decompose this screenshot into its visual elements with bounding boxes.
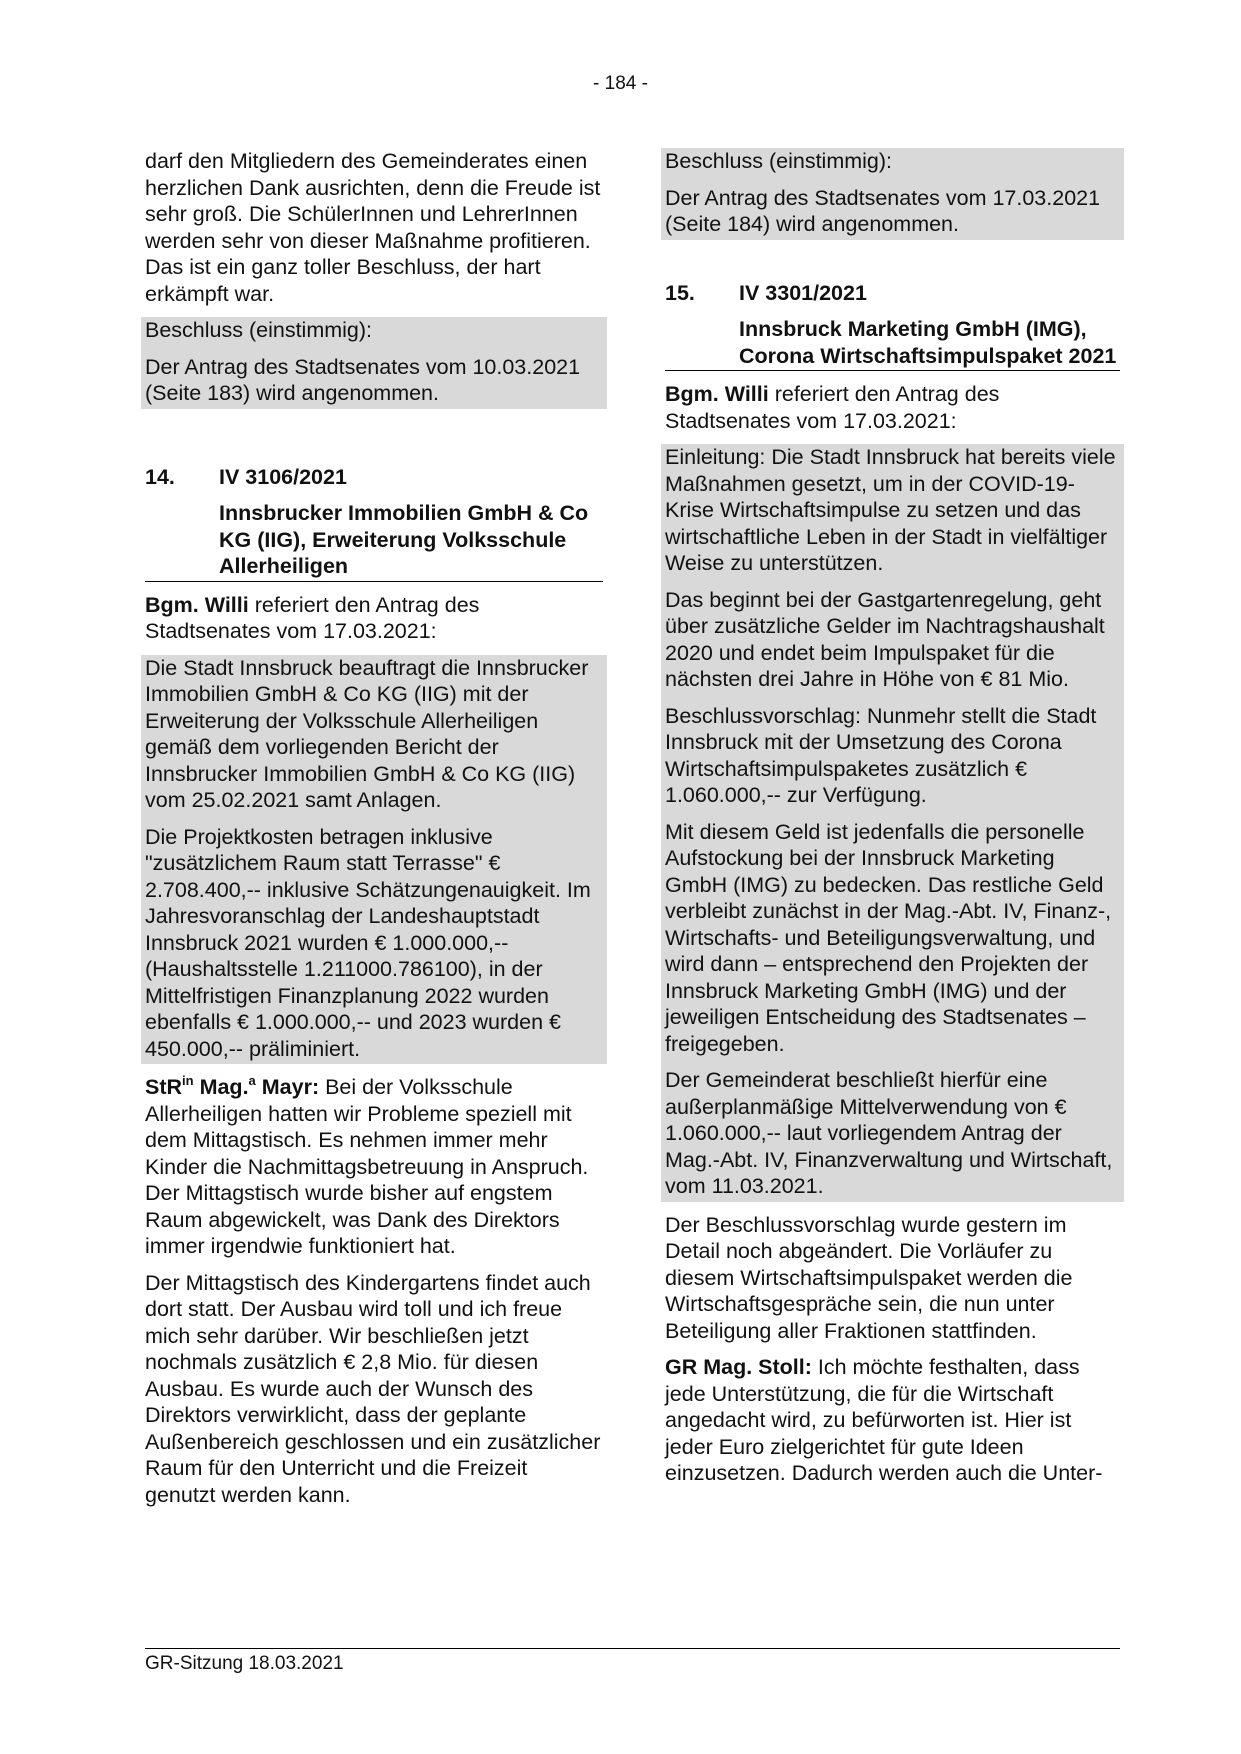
motion-paragraph: Mit diesem Geld ist jedenfalls die personelle Aufstockung bei der Innsbruck Marketing GmbH (IMG) zu bedecken. Das restliche Geld verbleibt zunächst in der Mag.-Abt. IV, Finanz-, Wirtschafts- und Beteiligungsverwaltung, und wird dann – entsprechend den Projekten der Innsbruck Marketing GmbH (IMG) und der jeweiligen Entscheidung des Stadtsenates – freigegeben. bbox=[665, 819, 1112, 1056]
resolution-text: Der Antrag des Stadtsenates vom 17.03.2021 (Seite 184) wird angenommen. bbox=[665, 185, 1101, 236]
agenda-code: IV 3301/2021 bbox=[739, 280, 867, 305]
agenda-item-15 bbox=[665, 280, 1120, 372]
agenda-item-14 bbox=[145, 464, 603, 582]
speaker-paragraph bbox=[145, 1074, 603, 1260]
speaker-name: Bgm. Willi bbox=[145, 592, 249, 617]
motion-box bbox=[141, 655, 607, 1065]
speaker-text: Bei der Volksschule Allerheiligen hatten wir Probleme speziell mit dem Mittagstisch. Es nehmen immer mehr Kinder die Nachmittagsbetreuung in Anspruch. Der Mittagstisch wurde bisher auf engstem Raum abgewickelt, was Dank des Direktors immer irgendwie funktioniert hat. bbox=[145, 1075, 589, 1258]
resolution-label: Beschluss (einstimmig): bbox=[665, 149, 892, 173]
left-column bbox=[145, 148, 603, 1518]
right-column bbox=[665, 148, 1120, 1497]
speaker-paragraph bbox=[665, 1354, 1120, 1487]
agenda-title: Innsbruck Marketing GmbH (IMG), Corona Wirtschaftsimpulspaket 2021 bbox=[739, 317, 1117, 368]
motion-paragraph: Das beginnt bei der Gastgartenregelung, geht über zusätzliche Gelder im Nachtragshaushalt 2020 und endet beim Impulspaket für die nächsten drei Jahre in Höhe von € 81 Mio. bbox=[665, 587, 1105, 691]
agenda-code: IV 3106/2021 bbox=[219, 464, 347, 489]
page-footer: GR-Sitzung 18.03.2021 bbox=[145, 1648, 1120, 1676]
agenda-number: 14. bbox=[145, 464, 175, 489]
agenda-title: Innsbrucker Immobilien GmbH & Co KG (IIG), Erweiterung Volksschule Allerheiligen bbox=[219, 501, 589, 578]
motion-paragraph: Einleitung: Die Stadt Innsbruck hat bereits viele Maßnahmen gesetzt, um in der COVID-19-Krise Wirtschaftsimpulse zu setzen und das wirtschaftliche Leben in der Stadt in vielfältiger Weise zu unterstützen. bbox=[665, 445, 1116, 575]
speaker-name: StR$^{in}$ Mag.$^a$ Mayr: bbox=[145, 1072, 320, 1099]
speaker-text: referiert den Antrag des Stadtsenates vom 17.03.2021: bbox=[665, 382, 1000, 433]
speaker-name: GR Mag. Stoll: bbox=[665, 1355, 812, 1379]
body-paragraph: Der Beschlussvorschlag wurde gestern im Detail noch abgeändert. Die Vorläufer zu diesem Wirtschaftsimpulspaket werden die Wirtschaftsgespräche sein, die nun unter Beteiligung aller Fraktionen stattfinden. bbox=[665, 1212, 1073, 1343]
motion-paragraph: Die Projektkosten betragen inklusive "zusätzlichem Raum statt Terrasse" € 2.708.400,-- inklusive Schätzungenauigkeit. Im Jahresvoranschlag der Landeshauptstadt Innsbruck 2021 wurden € 1.000.000,-- (Haushaltsstelle 1.211000.786100), in der Mittelfristigen Finanzplanung 2022 wurden ebenfalls € 1.000.000,-- und 2023 wurden € 450.000,-- präliminiert. bbox=[145, 824, 591, 1061]
motion-paragraph: Die Stadt Innsbruck beauftragt die Innsbrucker Immobilien GmbH & Co KG (IIG) mit der Erweiterung der Volksschule Allerheiligen gemäß dem vorliegenden Bericht der Innsbrucker Immobilien GmbH & Co KG (IIG) vom 25.02.2021 samt Anlagen. bbox=[145, 655, 589, 812]
motion-paragraph: Der Gemeinderat beschließt hierfür eine außerplanmäßige Mittelverwendung von € 1.060.000,-- laut vorliegendem Antrag der Mag.-Abt. IV, Finanzverwaltung und Wirtschaft, vom 11.03.2021. bbox=[665, 1068, 1113, 1198]
resolution-label: Beschluss (einstimmig): bbox=[145, 318, 372, 342]
motion-paragraph: Beschlussvorschlag: Nunmehr stellt die Stadt Innsbruck mit der Umsetzung des Corona Wirtschaftsimpulspaketes zusätzlich € 1.060.000,-- zur Verfügung. bbox=[665, 703, 1097, 807]
intro-paragraph: darf den Mitgliedern des Gemeinderates einen herzlichen Dank ausrichten, denn die Freude ist sehr groß. Die SchülerInnen und LehrerInnen werden sehr von dieser Maßnahme profitieren. Das ist ein ganz toller Beschluss, der hart erkämpft war. bbox=[145, 149, 601, 306]
resolution-text: Der Antrag des Stadtsenates vom 10.03.2021 (Seite 183) wird angenommen. bbox=[145, 354, 581, 405]
resolution-box bbox=[141, 317, 607, 409]
body-paragraph: Der Mittagstisch des Kindergartens findet auch dort statt. Der Ausbau wird toll und ich freue mich sehr darüber. Wir beschließen jetzt nochmals zusätzlich € 2,8 Mio. für diesen Ausbau. Es wurde auch der Wunsch des Direktors verwirklicht, dass der geplante Außenbereich geschlossen und ein zusätzlicher Raum für den Unterricht und die Freizeit genutzt werden kann. bbox=[145, 1270, 601, 1507]
page-number: - 184 - bbox=[593, 73, 648, 94]
motion-box bbox=[661, 444, 1124, 1202]
speaker-paragraph bbox=[665, 381, 1120, 434]
speaker-name: Bgm. Willi bbox=[665, 382, 769, 406]
speaker-paragraph bbox=[145, 592, 603, 645]
resolution-box bbox=[661, 148, 1124, 240]
agenda-number: 15. bbox=[665, 280, 695, 305]
speaker-text: Ich möchte festhalten, dass jede Unterstützung, die für die Wirtschaft angedacht wird, zu befürworten ist. Hier ist jeder Euro zielgerichtet für gute Ideen einzusetzen. Dadurch werden auch die Unter- bbox=[665, 1355, 1103, 1485]
speaker-text: referiert den Antrag des Stadtsenates vom 17.03.2021: bbox=[145, 592, 480, 643]
